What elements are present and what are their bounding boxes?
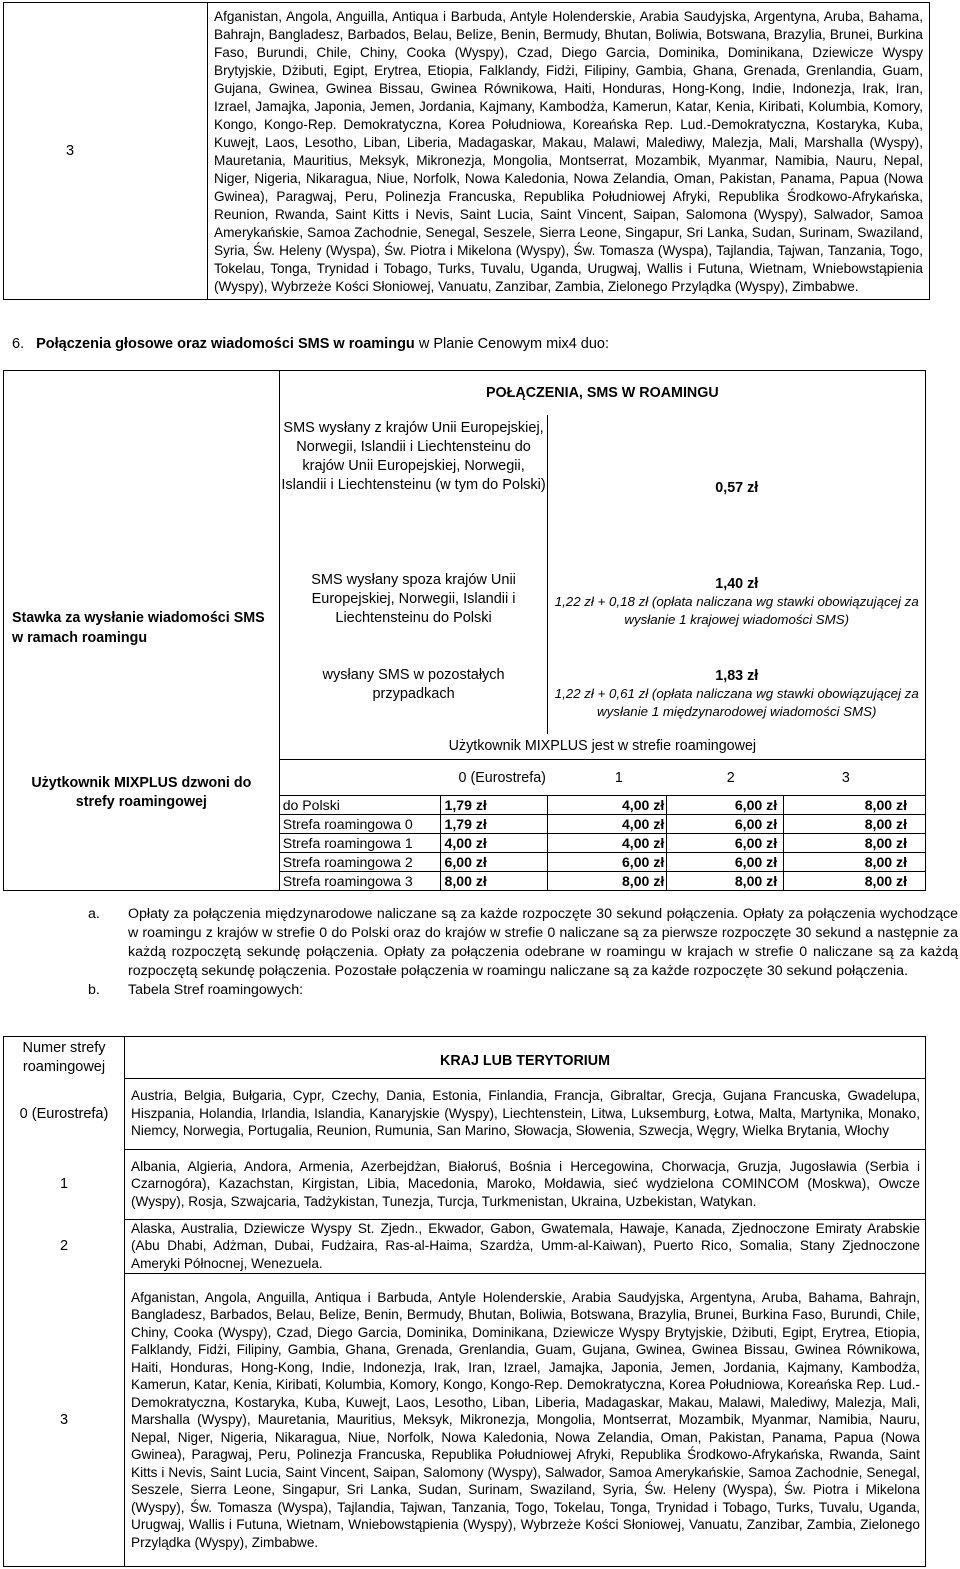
call-dest: do Polski (279, 796, 440, 815)
zone-3-continuation-table (3, 2, 930, 300)
call-price: 1,79 zł (440, 796, 548, 815)
sms-price: 1,40 zł (715, 575, 759, 592)
zone-countries: Austria, Belgia, Bułgaria, Cypr, Czechy, Dania, Estonia, Finlandia, Francja, Gibraltar, Grecja, Gujana Francuska, Gwadelupa, Hiszpania, Holandia, Irlandia, Islandia, Kanaryjskie (Wyspy), Liechtenstein, Litwa, Luksemburg, Łotwa, Malta, Martynika, Monako, Niemcy, Norwegia, Portugalia, Reunion, Rumunia, San Marino, Słowacja, Słowenia, Szwecja, Węgry, Wielka Brytania, Włochy (125, 1078, 926, 1149)
zone-header: 2 (726, 769, 735, 786)
call-price: 4,00 zł (548, 796, 667, 815)
notes (88, 905, 958, 1000)
header-countries: KRAJ LUB TERYTORIUM (125, 1037, 926, 1079)
zone-number: 0 (Eurostrefa) (4, 1078, 125, 1149)
call-price: 6,00 zł (667, 796, 784, 815)
sms-desc: wysłany SMS w pozostałych przypadkach (279, 666, 548, 734)
user-in-zone-label: Użytkownik MIXPLUS jest w strefie roamingowej (279, 734, 925, 760)
call-price: 8,00 zł (784, 796, 926, 815)
note-item (88, 981, 958, 1000)
table-row (4, 1219, 926, 1273)
calls-label: Użytkownik MIXPLUS dzwoni do strefy roamingowej (4, 760, 280, 891)
table-row (4, 371, 926, 415)
table-row (4, 1078, 926, 1149)
table-row (4, 1149, 926, 1219)
call-price: 6,00 zł (667, 853, 784, 872)
note-text: Tabela Stref roamingowych: (128, 982, 304, 998)
call-dest: Strefa roamingowa 0 (279, 815, 440, 834)
zone-countries: Albania, Algieria, Andora, Armenia, Azerbejdżan, Białoruś, Bośnia i Hercegowina, Chorwacja, Gruzja, Jugosławia (Serbia i Czarnogóra), Kazachstan, Kirgistan, Libia, Macedonia, Maroko, Mołdawia, sieć wydzielona COMINCOM (Moskwa), Owcze (Wyspy), Rosja, Szwajcaria, Tadżykistan, Tunezja, Turcja, Turkmenistan, Ukraina, Uzbekistan, Watykan. (125, 1149, 926, 1219)
call-price: 8,00 zł (784, 834, 926, 853)
call-price: 8,00 zł (784, 853, 926, 872)
call-price: 6,00 zł (440, 853, 548, 872)
note-letter: a. (88, 906, 100, 922)
note-item (88, 905, 958, 981)
call-price: 8,00 zł (784, 815, 926, 834)
sms-desc: SMS wysłany spoza krajów Unii Europejskiej, Norwegii, Islandii i Liechtensteinu do Polski (279, 570, 548, 666)
call-price: 6,00 zł (667, 815, 784, 834)
table-row (4, 760, 926, 796)
sms-desc: SMS wysłany z krajów Unii Europejskiej, Norwegii, Islandii i Liechtensteinu do krajów Unii Europejskiej, Norwegii, Islandii i Liechtensteinu (w tym do Polski) (279, 415, 548, 570)
section-title-rest: w Planie Cenowym mix4 duo: (414, 336, 610, 352)
call-price: 6,00 zł (667, 834, 784, 853)
sms-price-note: 1,22 zł + 0,61 zł (opłata naliczana wg stawki obowiązującej za wysłanie 1 międzynarodowej wiadomości SMS) (554, 686, 919, 719)
call-price: 8,00 zł (440, 872, 548, 891)
call-dest: Strefa roamingowa 2 (279, 853, 440, 872)
section-heading (12, 336, 609, 352)
call-price: 6,00 zł (548, 853, 667, 872)
zone-header: 3 (784, 760, 926, 796)
zone-countries: Alaska, Australia, Dziewicze Wyspy St. Zjedn., Ekwador, Gabon, Gwatemala, Hawaje, Kanada, Zjednoczone Emiraty Arabskie (Abu Dhabi, Adżman, Dubai, Fudżaira, Ras-al-Haima, Szardża, Umm-al-Kaiwan), Puerto Rico, Somalia, Stany Zjednoczone Ameryki Północnej, Wenezuela. (125, 1219, 926, 1273)
zone-number: 3 (4, 3, 208, 300)
call-price: 4,00 zł (548, 834, 667, 853)
section-number: 6. (12, 336, 25, 352)
roaming-rates-table (3, 370, 926, 891)
call-price: 8,00 zł (784, 872, 926, 891)
call-price: 4,00 zł (440, 834, 548, 853)
zone-number: 2 (4, 1219, 125, 1273)
table-title: POŁĄCZENIA, SMS W ROAMINGU (279, 371, 925, 415)
call-price: 8,00 zł (667, 872, 784, 891)
zone-number: 3 (4, 1273, 125, 1567)
sms-price-note: 1,22 zł + 0,18 zł (opłata naliczana wg stawki obowiązującej za wysłanie 1 krajowej wiadomości SMS) (554, 594, 919, 627)
header-zone-number: Numer strefy roamingowej (4, 1037, 125, 1079)
call-dest: Strefa roamingowa 1 (279, 834, 440, 853)
call-dest: Strefa roamingowa 3 (279, 872, 440, 891)
sms-price: 0,57 zł (548, 415, 926, 570)
zone-header: 1 (614, 769, 623, 786)
zone-header: 0 (Eurostrefa) (458, 769, 546, 786)
sms-price: 1,83 zł (715, 667, 759, 684)
table-row (4, 1037, 926, 1079)
call-price: 1,79 zł (440, 815, 548, 834)
sms-rate-label: Stawka za wysłanie wiadomości SMS w ramach roamingu (4, 371, 280, 760)
zone-countries: Afganistan, Angola, Anguilla, Antiqua i Barbuda, Antyle Holenderskie, Arabia Saudyjska, Argentyna, Aruba, Bahama, Bahrajn, Bangladesz, Barbados, Belau, Belize, Benin, Bermudy, Bhutan, Boliwia, Botswana, Brazylia, Brunei, Burkina Faso, Burundi, Chile, Chiny, Cooka (Wyspy), Czad, Diego Garcia, Dominika, Dominikana, Dziewicze Wyspy Brytyjskie, Dżibuti, Egipt, Erytrea, Etiopia, Falklandy, Fidżi, Filipiny, Gambia, Ghana, Grenada, Grenlandia, Guam, Gujana, Gwinea, Gwinea Bissau, Gwinea Równikowa, Haiti, Honduras, Hong-Kong, Indie, Indonezja, Irak, Iran, Izrael, Jamajka, Japonia, Jemen, Jordania, Kajmany, Kambodża, Kamerun, Katar, Kenia, Kiribati, Kolumbia, Komory, Kongo, Kongo-Rep. Demokratyczna, Korea Południowa, Koreańska Rep. Lud.-Demokratyczna, Kostaryka, Kuba, Kuwejt, Laos, Lesotho, Liban, Liberia, Madagaskar, Makau, Malawi, Malediwy, Malezja, Mali, Marshalla (Wyspy), Mauretania, Mauritius, Meksyk, Mikronezja, Mongolia, Montserrat, Mozambik, Myanmar, Namibia, Nauru, Nepal, Niger, Nigeria, Nikaragua, Niue, Norfolk, Nowa Kaledonia, Nowa Zelandia, Oman, Pakistan, Panama, Papua (Nowa Gwinea), Paragwaj, Peru, Polinezja Francuska, Republika Południowej Afryki, Republika Środkowo-Afrykańska, Reunion, Rwanda, Saint Kitts i Nevis, Saint Lucia, Saint Vincent, Saipan, Salomona (Wyspy), Salwador, Samoa Amerykańskie, Samoa Zachodnie, Senegal, Seszele, Sierra Leone, Singapur, Sri Lanka, Sudan, Surinam, Swaziland, Syria, Św. Heleny (Wyspa), Św. Piotra i Mikelona (Wyspy), Św. Tomasza (Wyspa), Tajlandia, Tajwan, Tanzania, Togo, Tokelau, Tonga, Trynidad i Tobago, Turks, Tuvalu, Uganda, Urugwaj, Wallis i Futuna, Wietnam, Wniebowstąpienia (Wyspy), Wybrzeże Kości Słoniowej, Vanuatu, Zanzibar, Zambia, Zielonego Przylądka (Wyspy), Zimbabwe. (208, 3, 930, 300)
zone-number: 1 (4, 1149, 125, 1219)
header-spacer (279, 760, 424, 796)
table-row (4, 1273, 926, 1567)
call-price: 4,00 zł (548, 815, 667, 834)
section-title-bold: Połączenia głosowe oraz wiadomości SMS w roamingu (36, 336, 415, 352)
sms-price-cell (548, 570, 926, 666)
sms-price-cell (548, 666, 926, 734)
zone-countries: Afganistan, Angola, Anguilla, Antiqua i Barbuda, Antyle Holenderskie, Arabia Saudyjska, Argentyna, Aruba, Bahama, Bahrajn, Bangladesz, Barbados, Belau, Belize, Benin, Bermudy, Bhutan, Boliwia, Botswana, Brazylia, Brunei, Burkina Faso, Burundi, Chile, Chiny, Cooka (Wyspy), Czad, Diego Garcia, Dominika, Dominikana, Dziewicze Wyspy Brytyjskie, Dżibuti, Egipt, Erytrea, Etiopia, Falklandy, Fidżi, Filipiny, Gambia, Ghana, Grenada, Grenlandia, Guam, Gujana, Gwinea, Gwinea Bissau, Gwinea Równikowa, Haiti, Honduras, Hong-Kong, Indie, Indonezja, Irak, Iran, Izrael, Jamajka, Japonia, Jemen, Jordania, Kajmany, Kambodża, Kamerun, Katar, Kenia, Kiribati, Kolumbia, Komory, Kongo, Kongo-Rep. Demokratyczna, Korea Południowa, Koreańska Rep. Lud.-Demokratyczna, Kostaryka, Kuba, Kuwejt, Laos, Lesotho, Liban, Liberia, Madagaskar, Makau, Malawi, Malediwy, Malezja, Mali, Marshalla (Wyspy), Mauretania, Mauritius, Meksyk, Mikronezja, Mongolia, Montserrat, Mozambik, Myanmar, Namibia, Nauru, Nepal, Niger, Nigeria, Nikaragua, Niue, Norfolk, Nowa Kaledonia, Nowa Zelandia, Oman, Pakistan, Panama, Papua (Nowa Gwinea), Paragwaj, Peru, Polinezja Francuska, Republika Południowej Afryki, Republika Środkowo-Afrykańska, Rwanda, Saint Kitts i Nevis, Saint Lucia, Saint Vincent, Saipan, Salomony (Wyspy), Salwador, Samoa Amerykańskie, Samoa Zachodnie, Senegal, Seszele, Sierra Leone, Singapur, Sri Lanka, Sudan, Surinam, Swaziland, Syria, Św. Heleny (Wyspa), Św. Piotra i Mikelona (Wyspy), Św. Tomasza (Wyspa), Tajlandia, Tajwan, Tanzania, Togo, Tokelau, Tonga, Trynidad i Tobago, Turks, Tuvalu, Uganda, Urugwaj, Wallis i Futuna, Wietnam, Wniebowstąpienia (Wyspy), Wybrzeże Kości Słoniowej, Vanuatu, Zanzibar, Zambia, Zielonego Przylądka (Wyspy), Zimbabwe. (125, 1273, 926, 1567)
table-row (4, 3, 930, 300)
note-text: Opłaty za połączenia międzynarodowe naliczane są za każde rozpoczęte 30 sekund połączenia. Opłaty za połączenia wychodzące w roamingu z krajów w strefie 0 do Polski oraz do krajów w strefie 0 naliczane są za pierwsze rozpoczęte 30 sekund a następnie za każdą rozpoczętą sekundę połączenia. Opłaty za połączenia odebrane w roamingu w krajach w strefie 0 naliczane są za każdą rozpoczętą sekundę połączenia. Pozostałe połączenia w roamingu naliczane są za każde rozpoczęte 30 sekund połączenia. (128, 906, 958, 979)
roaming-zones-table (3, 1036, 926, 1567)
call-price: 8,00 zł (548, 872, 667, 891)
note-letter: b. (88, 982, 100, 998)
